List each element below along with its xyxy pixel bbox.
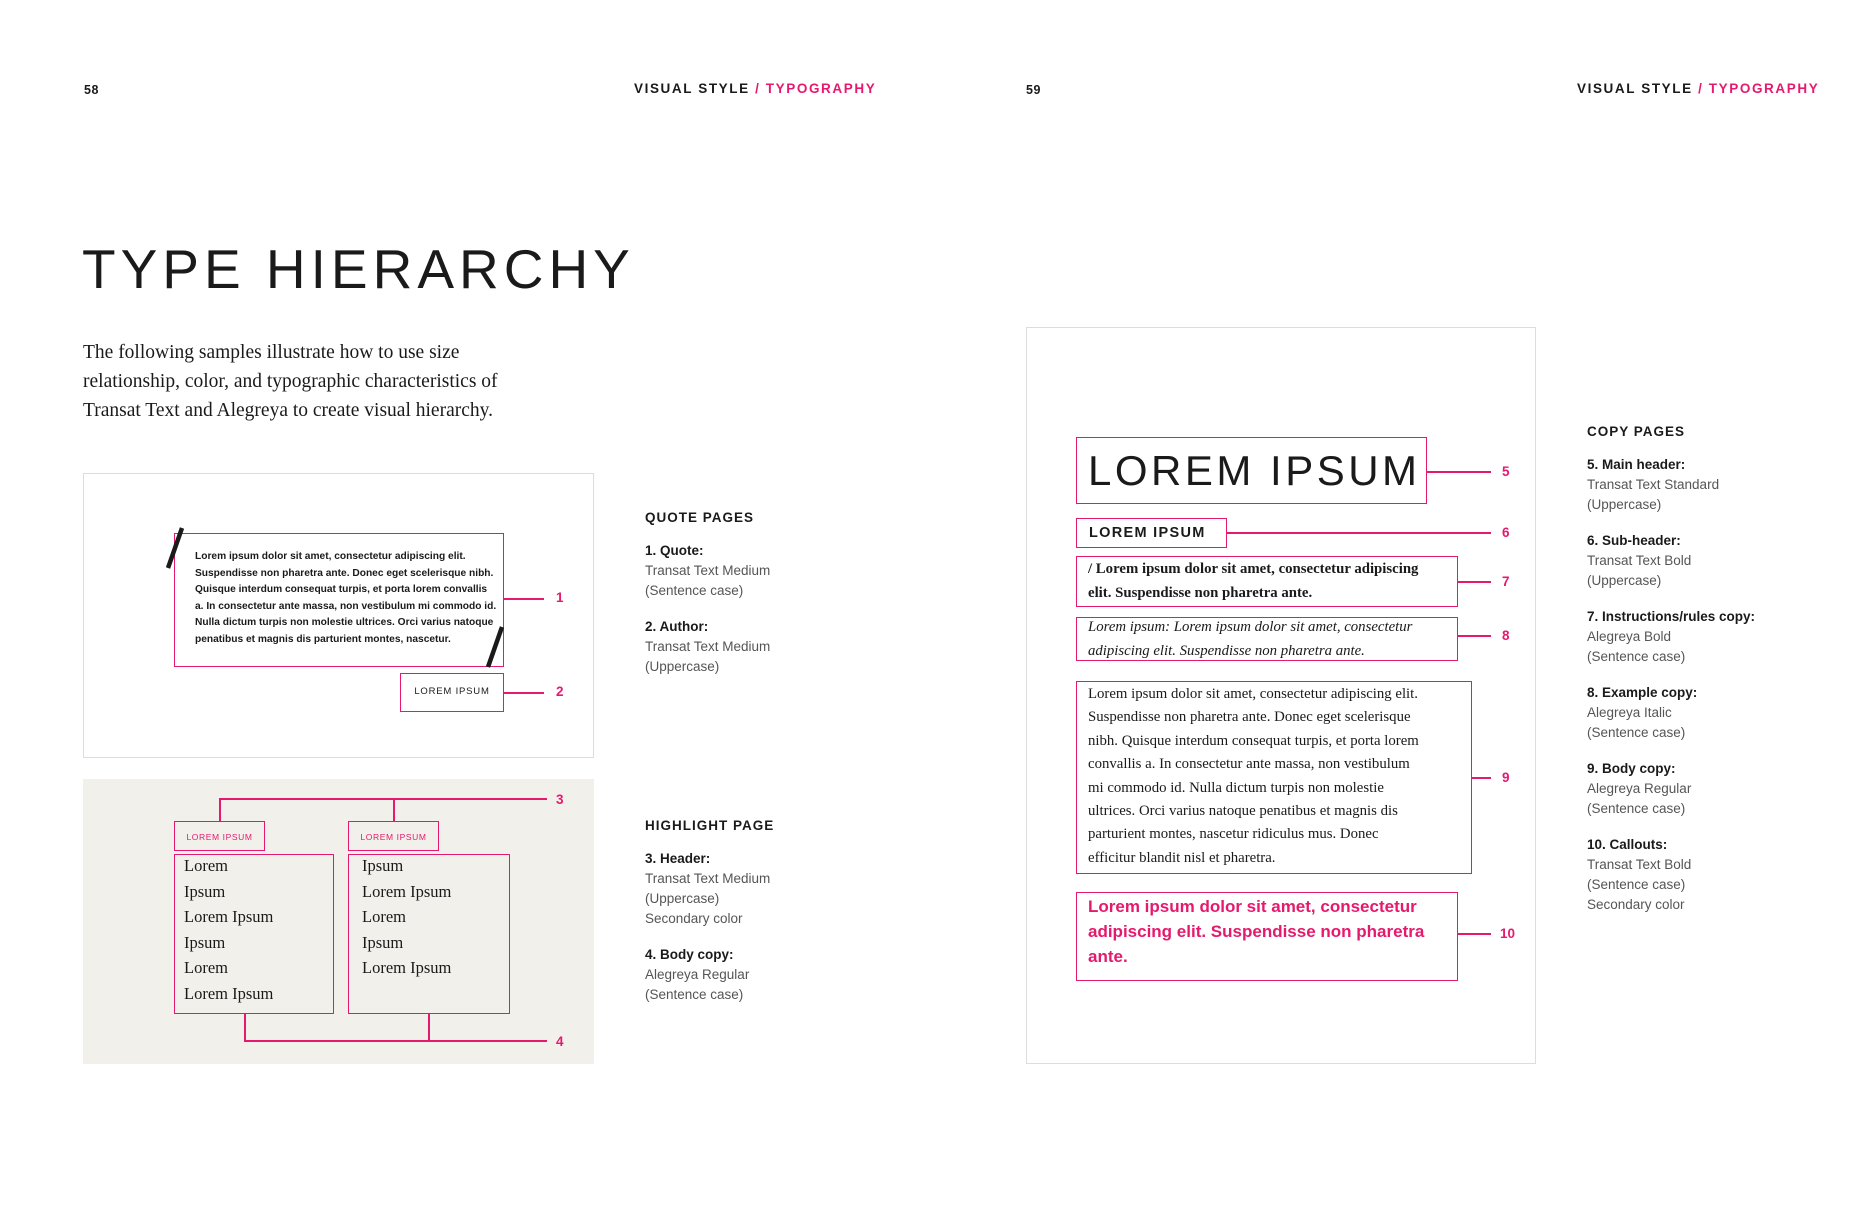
callout-sample-line: ante. <box>1088 947 1128 966</box>
example-line: adipiscing elit. Suspendisse non pharetra ante. <box>1088 642 1365 659</box>
section-separator: / <box>755 81 761 96</box>
callout-number-10: 10 <box>1500 926 1516 941</box>
body-line: Suspendisse non pharetra ante. Donec eget scelerisque <box>1088 709 1411 726</box>
column-1-list <box>184 853 273 1007</box>
callout-number-4: 4 <box>556 1034 564 1049</box>
legend-item-line: (Uppercase) <box>1587 497 1662 512</box>
legend-item <box>1587 759 1837 819</box>
quote-line: penatibus et magnis dis parturient montes, nascetur. <box>195 633 451 645</box>
page-title: TYPE HIERARCHY <box>82 238 635 300</box>
callout-sample-line: Lorem ipsum dolor sit amet, consectetur <box>1088 897 1417 916</box>
callout-line-1 <box>504 598 544 600</box>
subsection-label: TYPOGRAPHY <box>1708 81 1820 96</box>
subsection-label: TYPOGRAPHY <box>765 81 877 96</box>
callout-line-2 <box>504 692 544 694</box>
legend-heading: HIGHLIGHT PAGE <box>645 818 775 833</box>
legend-item-title: 6. Sub-header: <box>1587 533 1681 548</box>
body-line: ultrices. Orci varius natoque penatibus et magnis dis <box>1088 803 1398 820</box>
callout-sample <box>1088 894 1424 969</box>
callout-line-8 <box>1458 635 1491 637</box>
legend-item-title: 5. Main header: <box>1587 457 1686 472</box>
legend-item <box>1587 683 1837 743</box>
legend-item-line: Alegreya Regular <box>645 967 750 982</box>
callout-number-7: 7 <box>1502 574 1510 589</box>
instructions-line: / Lorem ipsum dolor sit amet, consectetur adipiscing <box>1088 561 1419 577</box>
callout-line-6 <box>1227 532 1491 534</box>
legend-item <box>1587 455 1837 515</box>
legend-heading: COPY PAGES <box>1587 424 1686 439</box>
legend-item <box>1587 531 1837 591</box>
list-item: Ipsum <box>184 881 226 901</box>
quote-line: Quisque interdum consequat turpis, et porta lorem convallis <box>195 584 488 596</box>
legend-item-line: (Uppercase) <box>1587 573 1662 588</box>
highlight-page-legend <box>645 818 885 1005</box>
list-item: Lorem Ipsum <box>362 958 452 978</box>
legend-item-line: Secondary color <box>1587 897 1685 912</box>
connector-vertical <box>428 1014 430 1041</box>
quote-text <box>195 549 496 649</box>
callout-number-8: 8 <box>1502 628 1510 643</box>
callout-number-3: 3 <box>556 792 564 807</box>
body-line: convallis a. In consectetur ante massa, non vestibulum <box>1088 756 1410 773</box>
quote-line: a. In consectetur ante massa, non vestibulum mi commodo id. <box>195 600 497 612</box>
callout-line-5 <box>1427 471 1491 473</box>
legend-item-title: 3. Header: <box>645 851 711 866</box>
legend-item-title: 7. Instructions/rules copy: <box>1587 609 1756 624</box>
running-header-left <box>634 81 876 96</box>
legend-item-line: (Sentence case) <box>1587 649 1686 664</box>
callout-sample-line: adipiscing elit. Suspendisse non pharetra <box>1088 922 1425 941</box>
quote-line: Lorem ipsum dolor sit amet, consectetur adipiscing elit. <box>195 551 466 562</box>
callout-line-7 <box>1458 581 1491 583</box>
author-label: LOREM IPSUM <box>414 686 490 697</box>
instructions-sample <box>1088 558 1418 605</box>
body-line: efficitur blandit nisl et pharetra. <box>1088 849 1276 866</box>
legend-item <box>1587 835 1837 915</box>
callout-line-10 <box>1458 933 1491 935</box>
legend-item-line: (Uppercase) <box>645 891 720 906</box>
legend-item-title: 9. Body copy: <box>1587 761 1676 776</box>
quote-pages-legend <box>645 510 885 677</box>
legend-item-line: (Sentence case) <box>1587 725 1686 740</box>
page-number-right: 59 <box>1026 83 1041 97</box>
legend-heading: QUOTE PAGES <box>645 510 755 525</box>
body-line: mi commodo id. Nulla dictum turpis non molestie <box>1088 779 1384 796</box>
callout-number-6: 6 <box>1502 525 1510 540</box>
intro-line: The following samples illustrate how to use size <box>83 342 460 363</box>
callout-number-5: 5 <box>1502 464 1510 479</box>
intro-line: relationship, color, and typographic characteristics of <box>83 371 498 392</box>
legend-item-line: (Sentence case) <box>1587 801 1686 816</box>
legend-item-line: Transat Text Standard <box>1587 477 1720 492</box>
legend-item-line: Transat Text Medium <box>645 639 771 654</box>
column-2-list <box>362 853 451 981</box>
legend-item-title: 4. Body copy: <box>645 947 734 962</box>
legend-item <box>645 617 885 677</box>
legend-item <box>1587 607 1837 667</box>
legend-item-line: (Sentence case) <box>645 583 744 598</box>
legend-item-line: Transat Text Bold <box>1587 553 1692 568</box>
section-separator: / <box>1698 81 1704 96</box>
list-item: Ipsum <box>362 932 404 952</box>
example-sample <box>1088 616 1412 663</box>
legend-item-line: (Sentence case) <box>645 987 744 1002</box>
legend-item-line: Transat Text Bold <box>1587 857 1692 872</box>
page-number-left: 58 <box>84 83 99 97</box>
section-label: VISUAL STYLE <box>634 81 750 96</box>
legend-item-line: Transat Text Medium <box>645 871 771 886</box>
running-header-right <box>1577 81 1819 96</box>
legend-item-line: Secondary color <box>645 911 743 926</box>
list-item: Lorem Ipsum <box>184 907 274 927</box>
list-item: Lorem Ipsum <box>362 881 452 901</box>
legend-item-line: Alegreya Regular <box>1587 781 1692 796</box>
legend-item-line: (Sentence case) <box>1587 877 1686 892</box>
body-line: Lorem ipsum dolor sit amet, consectetur adipiscing elit. <box>1088 686 1418 702</box>
main-header-sample: LOREM IPSUM <box>1088 447 1421 494</box>
legend-item <box>645 541 885 601</box>
body-line: parturient montes, nascetur ridiculus mus. Donec <box>1088 826 1379 843</box>
section-label: VISUAL STYLE <box>1577 81 1693 96</box>
quote-close-slash-icon <box>480 624 510 670</box>
list-item: Ipsum <box>184 932 226 952</box>
legend-item-line: Alegreya Italic <box>1587 705 1672 720</box>
intro-paragraph <box>83 338 603 425</box>
legend-item-title: 2. Author: <box>645 619 709 634</box>
list-item: Lorem <box>184 856 228 875</box>
body-line: nibh. Quisque interdum consequat turpis, et porta lorem <box>1088 732 1419 749</box>
sub-header-sample: LOREM IPSUM <box>1089 525 1206 541</box>
legend-item <box>645 945 885 1005</box>
copy-pages-legend <box>1587 424 1837 915</box>
connector-vertical <box>244 1014 246 1041</box>
list-item: Ipsum <box>362 856 404 875</box>
callout-line-3 <box>219 798 547 800</box>
example-line: Lorem ipsum: Lorem ipsum dolor sit amet, consectetur <box>1088 619 1413 635</box>
legend-item-title: 1. Quote: <box>645 543 704 558</box>
list-item: Lorem Ipsum <box>184 983 274 1003</box>
intro-line: Transat Text and Alegreya to create visual hierarchy. <box>83 400 493 421</box>
legend-item-line: Alegreya Bold <box>1587 629 1672 644</box>
column-1-header: LOREM IPSUM <box>186 832 253 842</box>
quote-line: Nulla dictum turpis non molestie ultrices. Orci varius natoque <box>195 617 494 629</box>
list-item: Lorem <box>362 907 406 927</box>
legend-item-title: 10. Callouts: <box>1587 837 1668 852</box>
list-item: Lorem <box>184 958 228 978</box>
legend-item-line: Transat Text Medium <box>645 563 771 578</box>
callout-number-9: 9 <box>1502 770 1510 785</box>
instructions-line: elit. Suspendisse non pharetra ante. <box>1088 584 1313 601</box>
legend-item <box>645 849 885 929</box>
quote-line: Suspendisse non pharetra ante. Donec eget scelerisque nibh. <box>195 567 494 579</box>
callout-number-2: 2 <box>556 684 564 699</box>
connector-vertical <box>393 798 395 821</box>
connector-vertical <box>219 798 221 821</box>
body-copy-sample <box>1088 683 1419 870</box>
callout-number-1: 1 <box>556 590 564 605</box>
highlight-sample-panel <box>83 779 594 1064</box>
column-2-header: LOREM IPSUM <box>360 832 427 842</box>
callout-line-4 <box>244 1040 547 1042</box>
legend-item-title: 8. Example copy: <box>1587 685 1698 700</box>
legend-item-line: (Uppercase) <box>645 659 720 674</box>
quote-open-slash-icon <box>160 525 190 571</box>
callout-line-9 <box>1472 777 1491 779</box>
